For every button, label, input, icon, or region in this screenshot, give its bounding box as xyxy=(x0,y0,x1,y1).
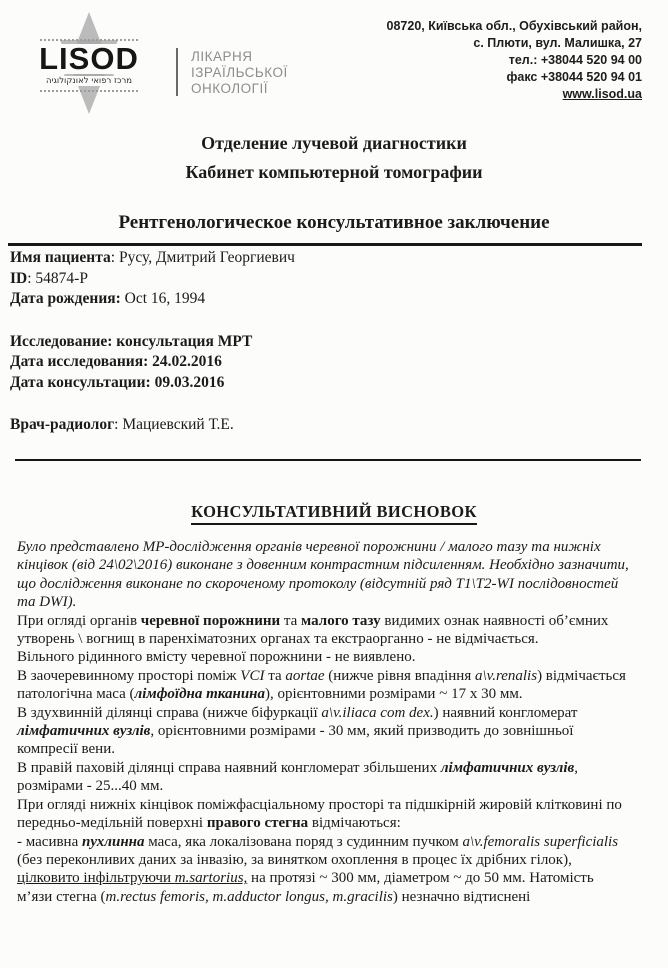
text-run: При огляді нижніх кінцівок поміжфасціальному просторі та підшкірній жировій клітковині по передньо-медільній поверхні xyxy=(17,796,622,832)
conclusion-body xyxy=(17,538,632,906)
report-paragraph xyxy=(17,704,632,759)
patient-info-line xyxy=(10,373,638,394)
text-line: ЛІКАРНЯ xyxy=(191,49,253,64)
text-run: відмічаються: xyxy=(308,815,401,832)
letterhead xyxy=(28,10,642,118)
text-run: лімфоїдна тканина xyxy=(134,686,266,703)
text-run: (без переконливих даних за інвазію, за винятком охоплення в процес їх дрібних гілок), xyxy=(17,851,572,868)
logo-fine-print-line xyxy=(40,90,138,92)
text-run: та xyxy=(280,612,302,629)
patient-info-line xyxy=(10,269,638,290)
website-link: www.lisod.ua xyxy=(562,87,642,101)
text-run: пухлинна xyxy=(82,833,145,850)
cabinet-title: Кабинет компьютерной томографии xyxy=(185,162,483,182)
department-title: Отделение лучевой диагностики xyxy=(201,133,467,153)
text-run: Дата рождения: xyxy=(10,290,121,307)
text-line: тел.: +38044 520 94 00 xyxy=(508,53,642,67)
patient-info-block xyxy=(10,248,638,436)
clinic-tagline xyxy=(191,49,288,97)
text-line: факс +38044 520 94 01 xyxy=(506,70,642,84)
address-block xyxy=(387,18,642,103)
text-run: m.rectus femoris, m.adductor longus, m.gracilis xyxy=(105,888,393,905)
spacer xyxy=(10,310,638,332)
text-run: ) незначно відтиснені xyxy=(392,888,531,905)
text-run: Oct 16, 1994 xyxy=(120,290,206,307)
text-run: aortae xyxy=(285,667,325,684)
text-run: Дата исследования: 24.02.2016 xyxy=(10,353,222,370)
text-run: маса, яка локалізована поряд з судинним пучком xyxy=(144,833,463,850)
text-run: В заочеревинному просторі поміж xyxy=(17,667,241,684)
text-run: Врач-радиолог xyxy=(10,416,115,433)
text-run: лімфатичних вузлів xyxy=(17,723,151,740)
patient-info-line xyxy=(10,415,638,436)
text-run: Вільного рідинного вмісту черевної порожнини - не виявлено. xyxy=(17,649,416,666)
address-lines xyxy=(387,18,642,86)
text-run: : 54874-P xyxy=(27,269,88,287)
patient-info-line xyxy=(10,352,638,373)
text-run: видимих ознак наявності об’ємних утворень \ вогнищ в паренхіматозних органах та екстраорганно - не відмічається. xyxy=(17,612,609,648)
spacer xyxy=(10,393,638,415)
text-run: При огляді органів xyxy=(17,612,141,629)
text-run: : Мациевский Т.Е. xyxy=(114,416,234,433)
text-run: Було представлено МР-дослідження органів черевної порожнини / малого тазу та нижніх кінцівок (від 24\02\2016) виконане з довенним контрастним підсиленням. Необхідно зазначити, що дослідження виконане по скороченому протоколу (відсутній ряд T1\T2-WI послідовностей та DWI). xyxy=(17,539,629,611)
text-run: a\v.femoralis superficialis xyxy=(462,833,619,850)
text-run: a\v.iliaca com dex. xyxy=(321,704,434,721)
text-run: : Русу, Дмитрий Георгиевич xyxy=(110,249,295,266)
divider-rule xyxy=(8,243,642,246)
logo-divider xyxy=(176,48,178,96)
report-paragraph xyxy=(17,833,632,907)
text-run: лімфатичних вузлів xyxy=(440,759,575,776)
text-run: , розмірами - 25...40 мм. xyxy=(17,759,578,795)
brand-wordmark: LISOD xyxy=(28,44,150,74)
text-run: Дата консультации: 09.03.2016 xyxy=(10,373,225,391)
patient-info-line xyxy=(10,248,638,269)
text-line: с. Плюти, вул. Малишка, 27 xyxy=(473,36,642,50)
text-run: Имя пациента xyxy=(10,249,111,266)
text-run: - масивна xyxy=(17,833,82,850)
clinic-logo xyxy=(28,10,328,118)
text-run: правого стегна xyxy=(206,815,309,832)
text-line: ОНКОЛОГІЇ xyxy=(191,81,268,96)
report-paragraph xyxy=(17,612,632,649)
report-paragraph xyxy=(17,796,632,833)
report-title: Рентгенологическое консультативное заключение xyxy=(118,212,550,233)
text-run: m.sartorius, xyxy=(174,870,248,887)
conclusion-heading xyxy=(0,502,668,525)
report-paragraph xyxy=(17,538,632,612)
text-line: ІЗРАЇЛЬСЬКОЇ xyxy=(191,65,288,80)
text-run: ) відмічається патологічна маса ( xyxy=(17,667,626,703)
text-run: , орієнтовними розмірами - 30 мм, який призводить до зовнішньої компресії вени. xyxy=(17,723,574,758)
report-paragraph xyxy=(17,648,632,666)
text-run: ), орієнтовними розмірами ~ 17 х 30 мм. xyxy=(265,686,523,703)
text-line: 08720, Київська обл., Обухівський район, xyxy=(386,19,642,33)
text-run: a\v.renalis xyxy=(474,667,538,684)
patient-info-line xyxy=(10,289,638,310)
text-run: VCI xyxy=(240,667,265,684)
divider-rule xyxy=(15,459,641,461)
text-run: В правій паховій ділянці справа наявний конгломерат збільшених xyxy=(17,759,441,776)
text-run: Исследование: консультация МРТ xyxy=(10,332,253,350)
text-run: ) наявний конгломерат xyxy=(433,704,578,721)
text-run: малого тазу xyxy=(301,612,381,629)
text-run: цілковито інфільтруючи xyxy=(17,870,175,887)
text-run: та xyxy=(264,667,286,684)
text-run: В здухвинній ділянці справа (нижче біфуркації xyxy=(17,704,322,721)
text-run: (нижче рівня впадіння xyxy=(324,667,475,684)
report-paragraph xyxy=(17,759,632,796)
text-run: ID xyxy=(10,269,28,287)
conclusion-heading-text: КОНСУЛЬТАТИВНИЙ ВИСНОВОК xyxy=(191,502,477,525)
hebrew-subtitle: מרכז רפואי לאונקולוגיה xyxy=(28,76,150,86)
text-run: черевної порожнини xyxy=(140,612,281,629)
text-run: на протязі ~ 300 мм, діаметром ~ до 50 мм. Натомість м’язи стегна ( xyxy=(17,870,594,905)
report-paragraph xyxy=(17,667,632,704)
patient-info-line xyxy=(10,332,638,353)
